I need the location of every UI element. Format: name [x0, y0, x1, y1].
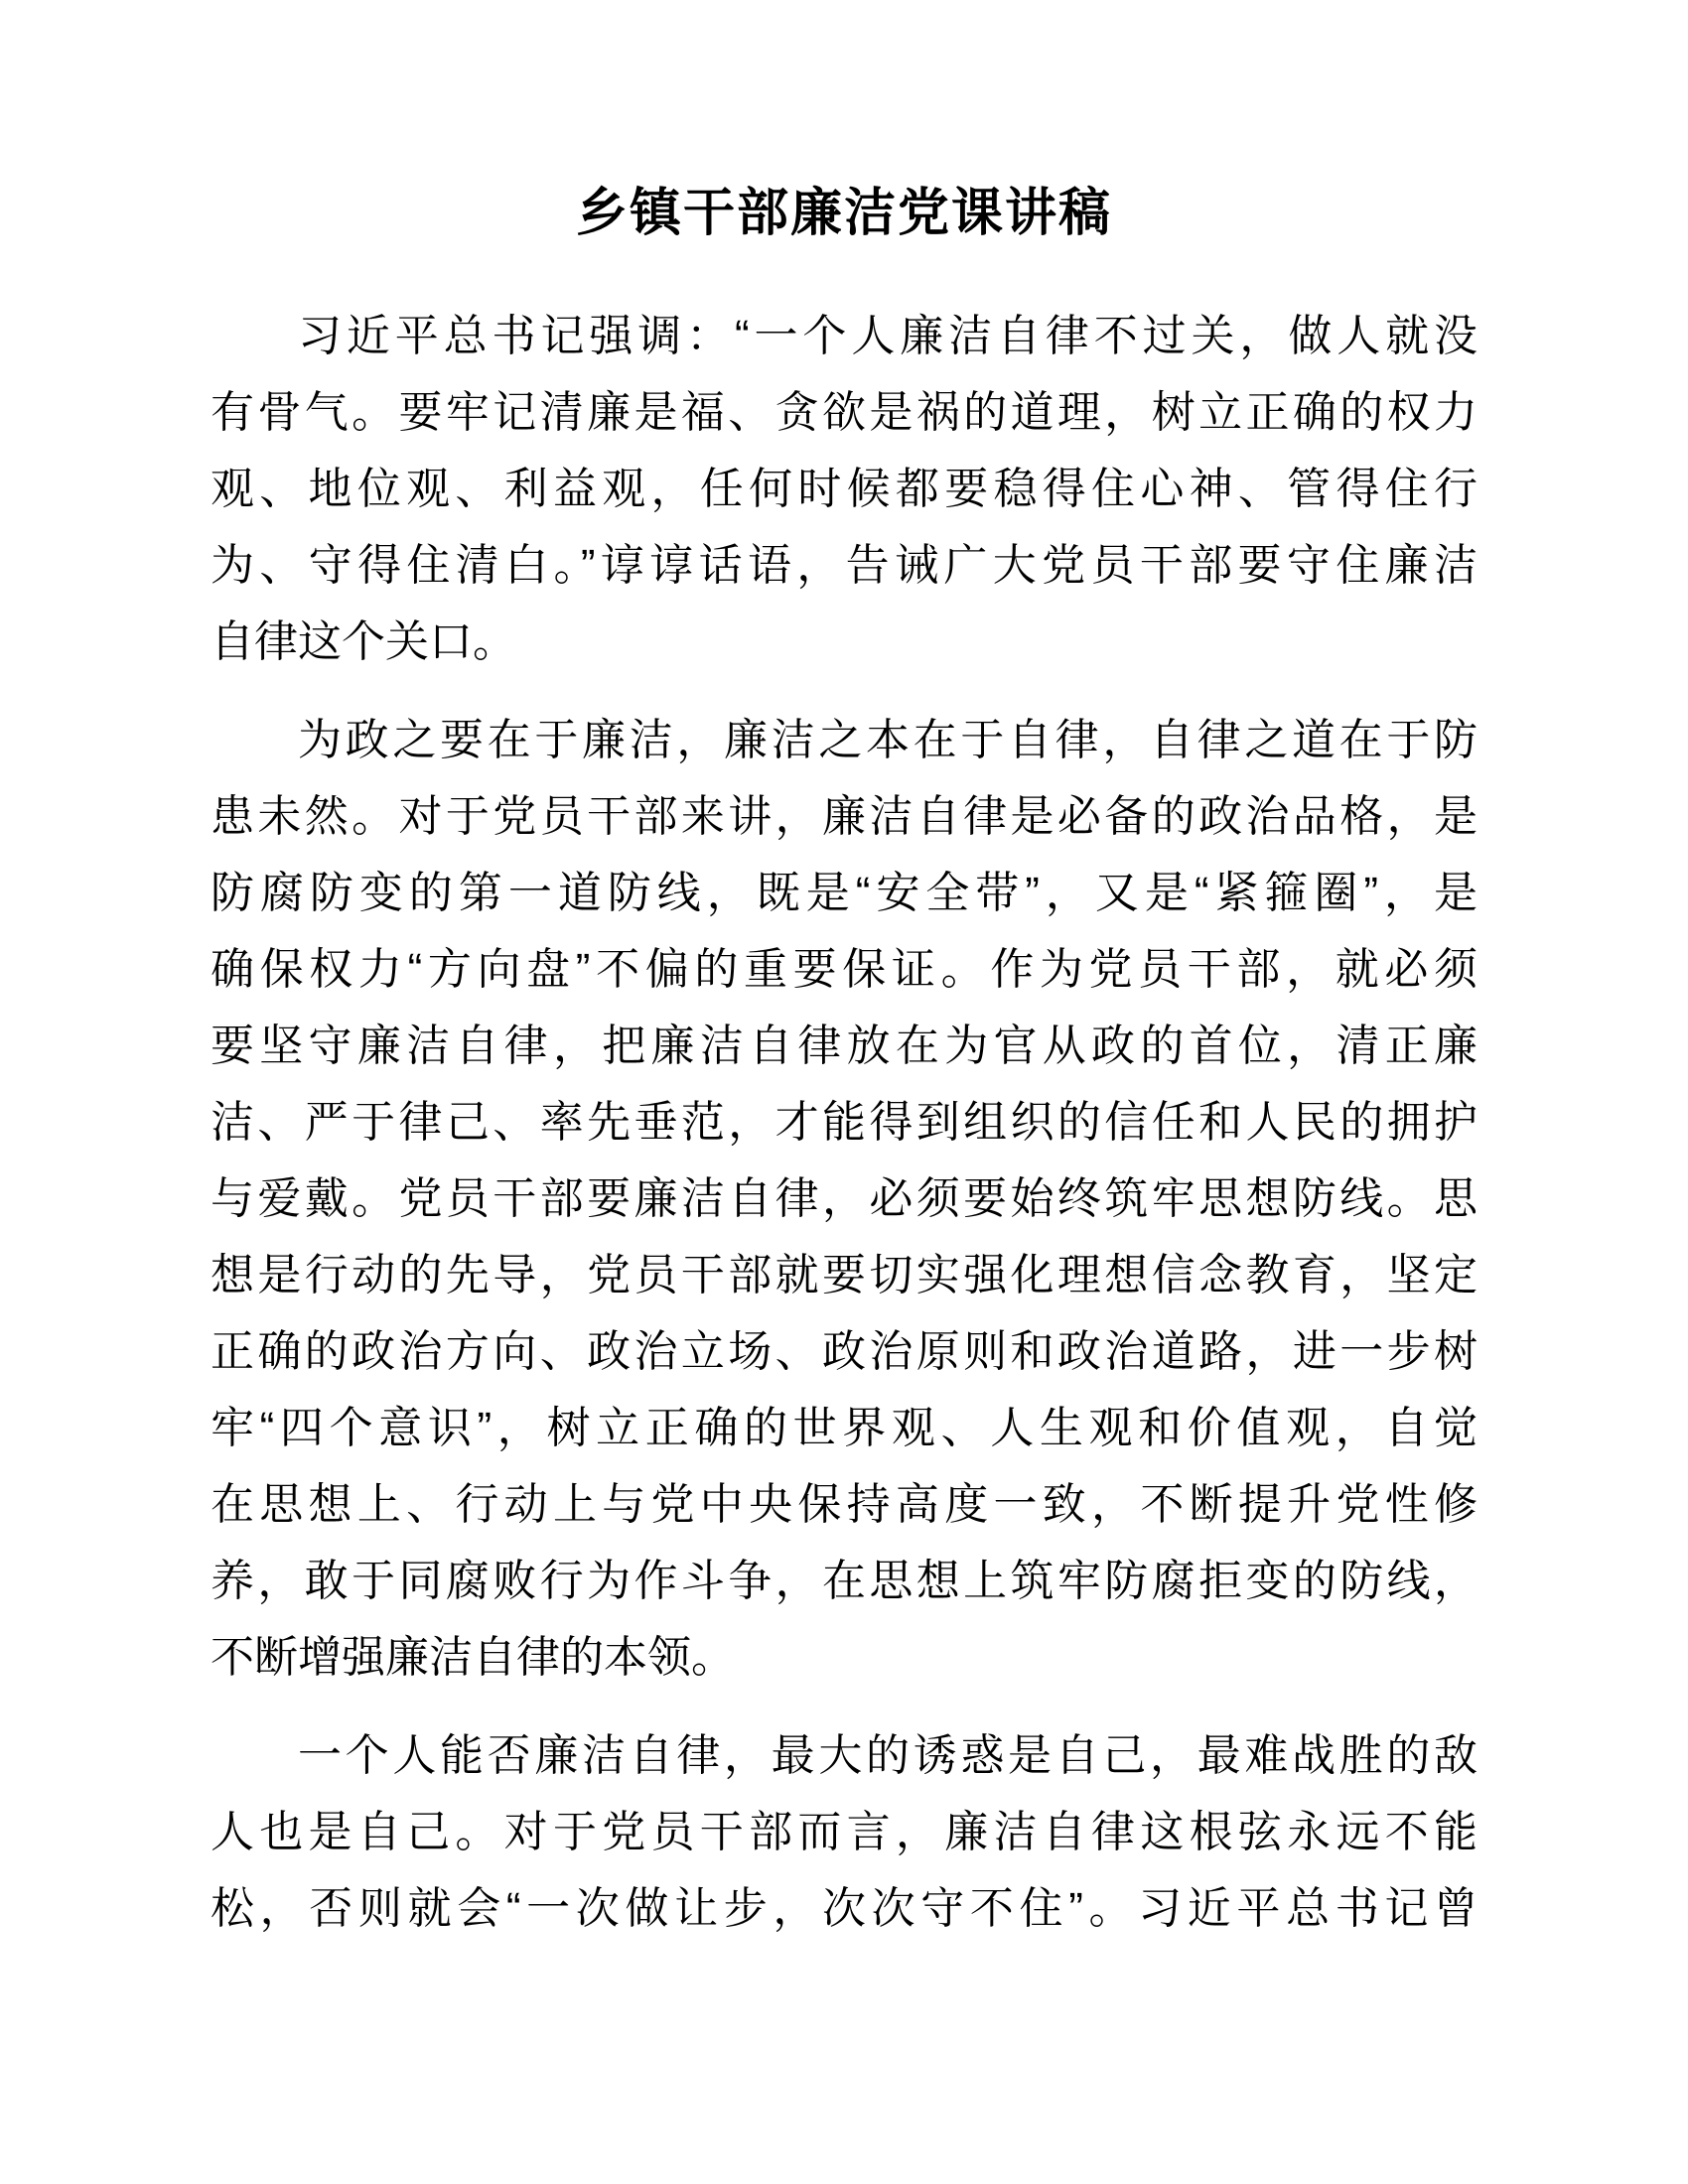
paragraph-line: 不断增强廉洁自律的本领。 [211, 1633, 735, 1682]
paragraph-line: 牢“四个意识”，树立正确的世界观、人生观和价值观，自觉 [211, 1404, 1477, 1452]
paragraph-line: 观、地位观、利益观，任何时候都要稳得住心神、管得住行 [211, 465, 1477, 513]
paragraph-line: 想是行动的先导，党员干部就要切实强化理想信念教育，坚定 [211, 1251, 1477, 1299]
paragraph-line: 养，敢于同腐败行为作斗争，在思想上筑牢防腐拒变的防线， [211, 1557, 1477, 1605]
paragraph-line: 自律这个关口。 [211, 617, 516, 666]
paragraph-line: 确保权力“方向盘”不偏的重要保证。作为党员干部，就必须 [211, 945, 1477, 994]
paragraph-line: 松，否则就会“一次做让步，次次守不住”。习近平总书记曾 [211, 1884, 1477, 1933]
paragraph-line: 防腐防变的第一道防线，既是“安全带”，又是“紧箍圈”，是 [211, 869, 1477, 917]
paragraph-line: 与爱戴。党员干部要廉洁自律，必须要始终筑牢思想防线。思 [211, 1174, 1477, 1223]
paragraph-line: 为、守得住清白。”谆谆话语，告诫广大党员干部要守住廉洁 [211, 541, 1477, 590]
paragraph-line: 要坚守廉洁自律，把廉洁自律放在为官从政的首位，清正廉 [211, 1022, 1477, 1070]
paragraph-line: 正确的政治方向、政治立场、政治原则和政治道路，进一步树 [211, 1327, 1477, 1376]
paragraph-line: 人也是自己。对于党员干部而言，廉洁自律这根弦永远不能 [211, 1808, 1477, 1856]
document-title: 乡镇干部廉洁党课讲稿 [575, 185, 1112, 242]
paragraph-3 [211, 1717, 1477, 1947]
paragraph-line: 有骨气。要牢记清廉是福、贪欲是祸的道理，树立正确的权力 [211, 388, 1477, 437]
paragraph-2 [211, 702, 1477, 1696]
paragraph-line: 习近平总书记强调：“一个人廉洁自律不过关，做人就没 [298, 312, 1477, 360]
paragraph-1 [211, 298, 1477, 680]
paragraph-line: 患未然。对于党员干部来讲，廉洁自律是必备的政治品格，是 [211, 792, 1477, 841]
paragraph-line: 洁、严于律己、率先垂范，才能得到组织的信任和人民的拥护 [211, 1098, 1477, 1147]
paragraph-line: 为政之要在于廉洁，廉洁之本在于自律，自律之道在于防 [298, 716, 1477, 764]
paragraph-line: 在思想上、行动上与党中央保持高度一致，不断提升党性修 [211, 1480, 1477, 1529]
paragraph-line: 一个人能否廉洁自律，最大的诱惑是自己，最难战胜的敌 [298, 1731, 1477, 1780]
